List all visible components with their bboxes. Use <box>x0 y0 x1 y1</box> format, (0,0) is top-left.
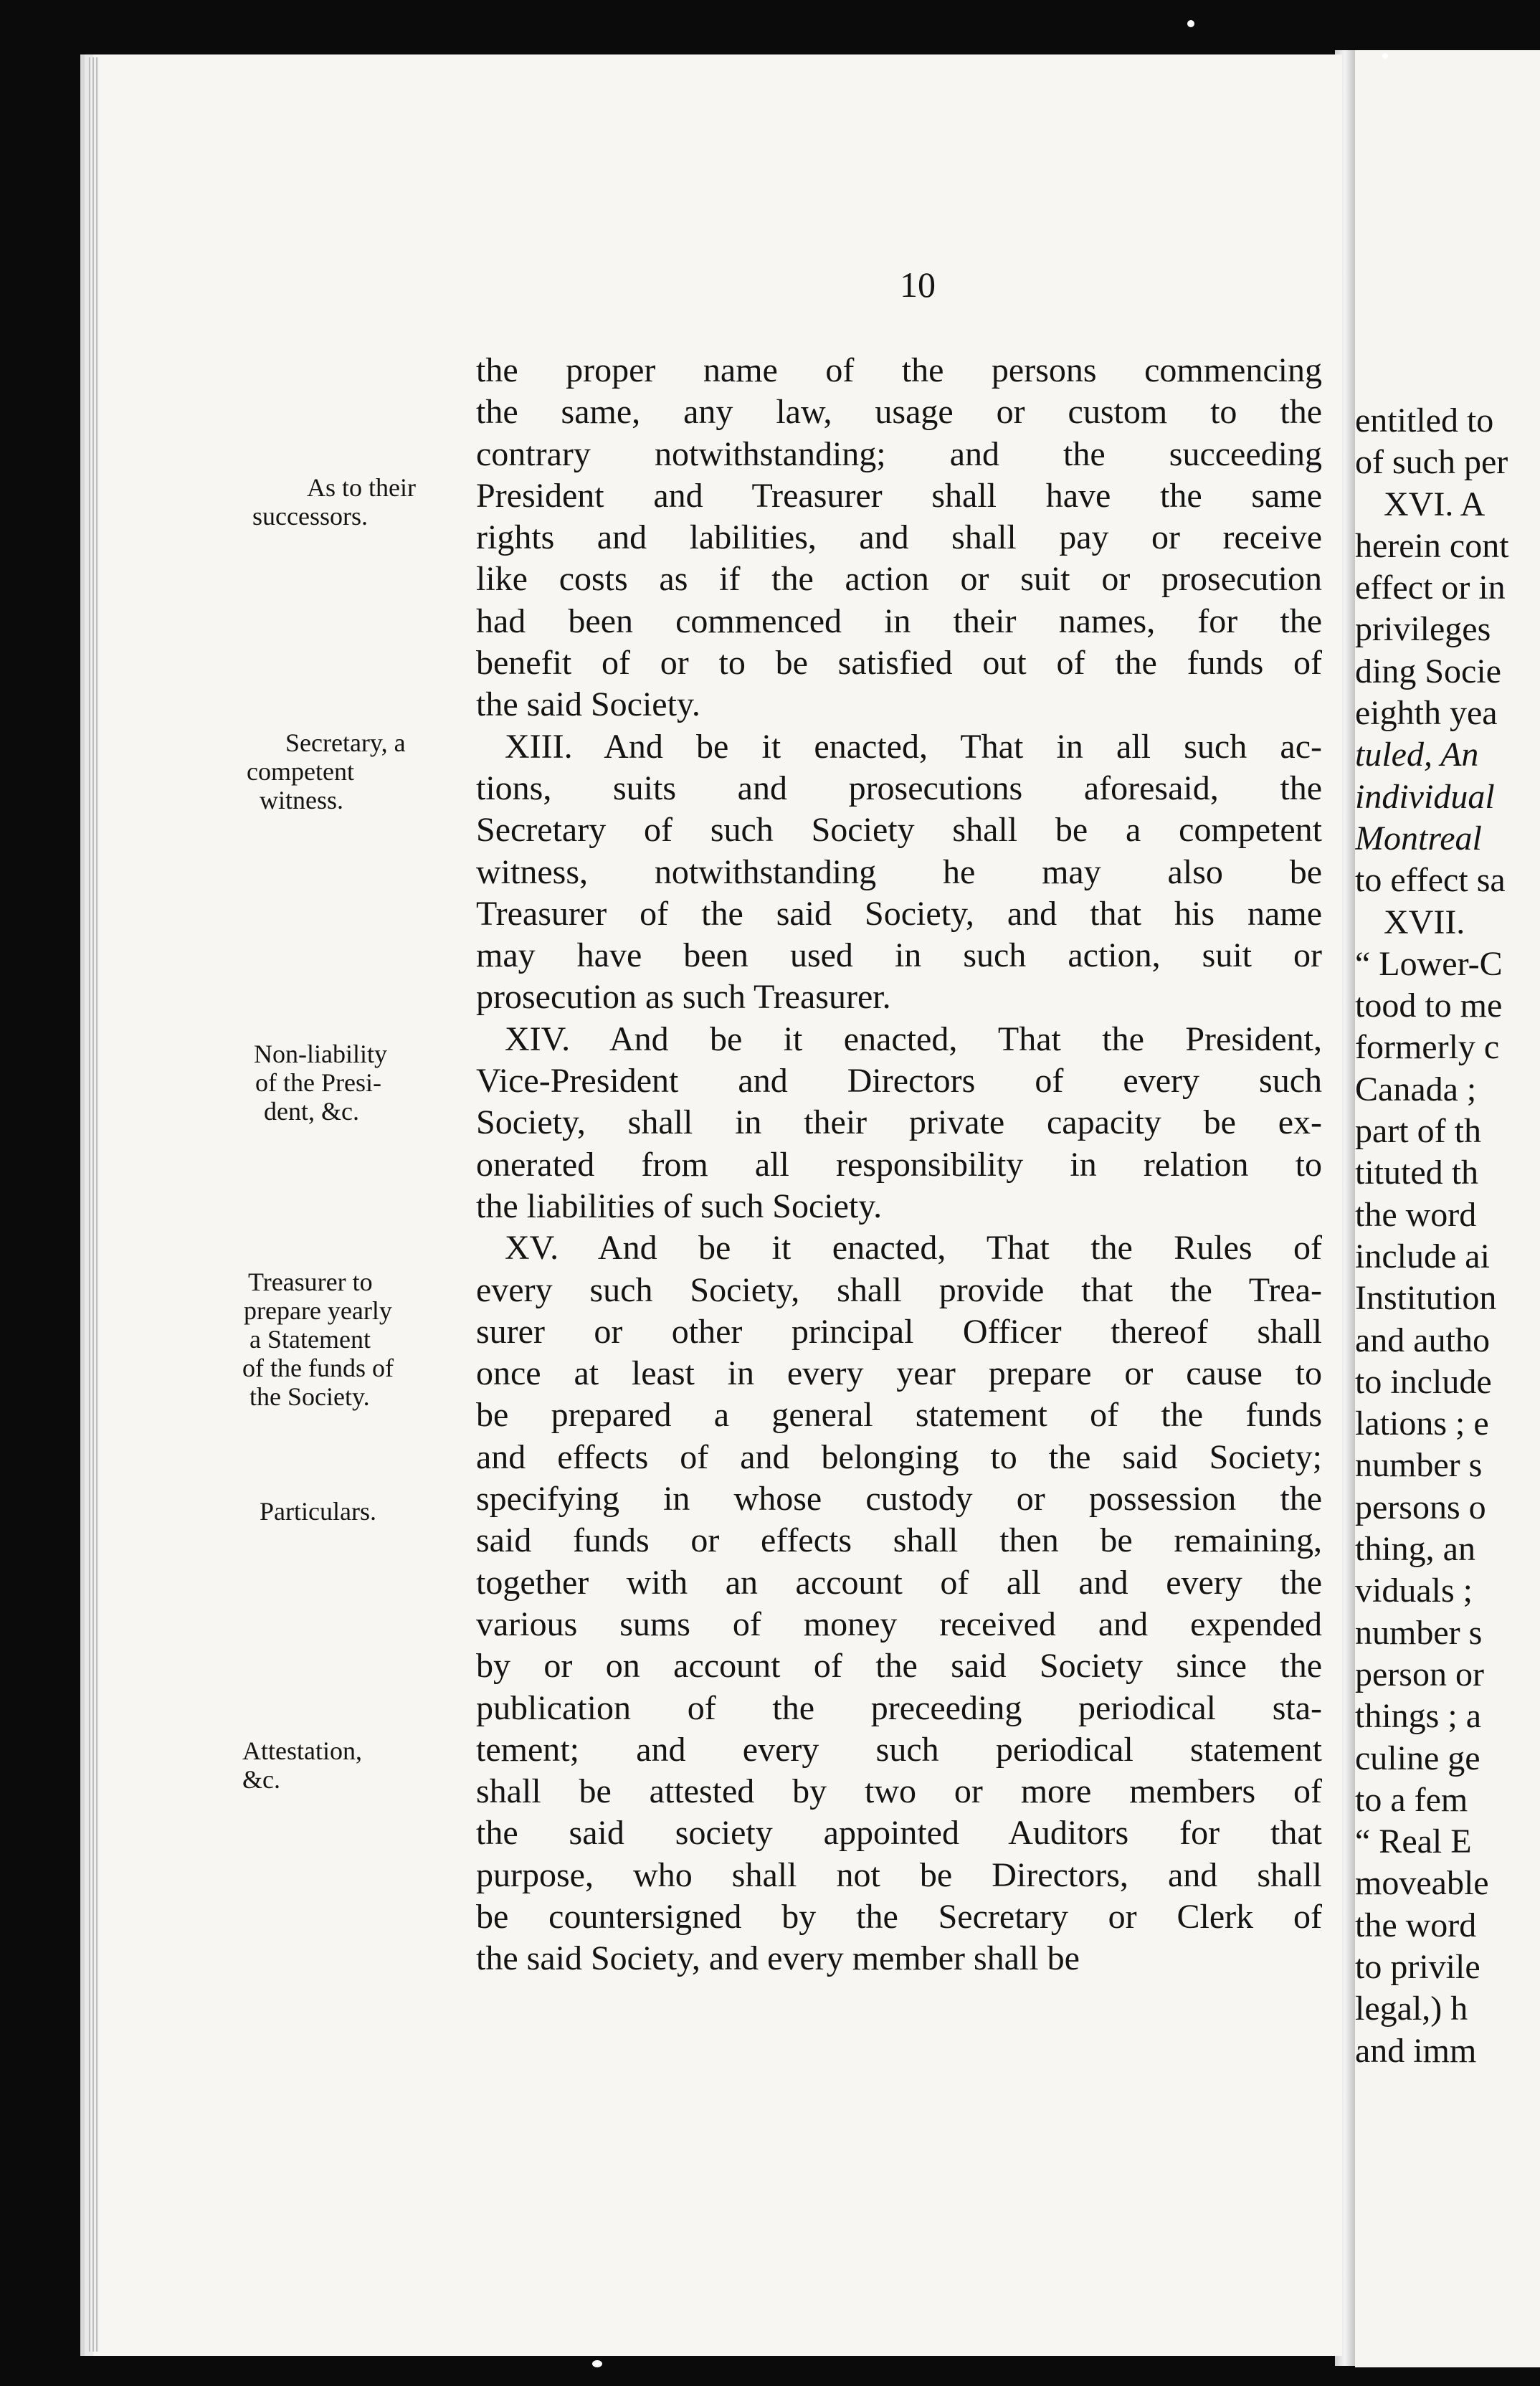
right-page-line: tuled, An <box>1355 736 1479 774</box>
right-page-line: viduals ; <box>1355 1572 1473 1610</box>
text-line: XIV. And be it enacted, That the President, <box>505 1019 1322 1058</box>
text-line: publication of the preceeding periodical sta- <box>476 1688 1322 1727</box>
marginal-note-line: As to their <box>307 473 416 502</box>
right-page-line: formerly c <box>1355 1028 1500 1067</box>
right-page-line: and autho <box>1355 1321 1490 1359</box>
right-page-line: eighth yea <box>1355 694 1498 733</box>
main-text-column <box>476 350 1322 1980</box>
right-page-line: things ; a <box>1355 1697 1481 1736</box>
right-page-line: Canada ; <box>1355 1070 1477 1108</box>
text-line: every such Society, shall provide that the Trea- <box>476 1270 1322 1309</box>
text-line: may have been used in such action, suit or <box>476 936 1322 975</box>
right-page-line: entitled to <box>1355 401 1494 439</box>
text-line: purpose, who shall not be Directors, and shall <box>476 1855 1322 1894</box>
page-number: 10 <box>900 265 936 305</box>
right-page-line: Montreal <box>1355 819 1482 857</box>
right-page-line: effect or in <box>1355 569 1506 607</box>
text-line: had been commenced in their names, for the <box>476 602 1322 640</box>
marginal-note <box>242 1497 472 1526</box>
right-page-line: herein cont <box>1355 526 1509 565</box>
text-line: the proper name of the persons commencing <box>476 351 1322 389</box>
right-page-line: XVII. <box>1384 903 1465 941</box>
right-page-line: persons o <box>1355 1488 1486 1526</box>
right-page-line: thing, an <box>1355 1530 1475 1569</box>
right-page-line: tood to me <box>1355 987 1503 1025</box>
marginal-note-line: successors. <box>252 502 368 531</box>
right-page-line: to a fem <box>1355 1780 1468 1819</box>
marginal-note <box>242 1736 472 1794</box>
right-page-line: number s <box>1355 1613 1483 1652</box>
right-page-text <box>1355 400 1540 2072</box>
right-page-line: lations ; e <box>1355 1404 1489 1443</box>
marginal-note-line: Particulars. <box>260 1497 376 1526</box>
marginal-note-line: of the funds of <box>242 1354 394 1382</box>
right-page-line: individual <box>1355 777 1495 816</box>
right-page-line: Institution <box>1355 1279 1497 1318</box>
right-page-line: to include <box>1355 1362 1492 1401</box>
text-line: contrary notwithstanding; and the succeeding <box>476 434 1322 473</box>
right-page-line: culine ge <box>1355 1739 1480 1777</box>
text-line: prosecution as such Treasurer. <box>476 978 891 1017</box>
marginal-note-line: dent, &c. <box>264 1097 359 1126</box>
marginal-note <box>242 1040 472 1126</box>
marginal-note-line: competent <box>247 757 354 786</box>
right-page-line: the word <box>1355 1195 1477 1234</box>
right-page-line: and imm <box>1355 2031 1477 2070</box>
dust-speck <box>1382 53 1388 59</box>
marginal-note-line: Attestation, <box>242 1736 362 1765</box>
text-line: by or on account of the said Society since the <box>476 1647 1322 1686</box>
marginal-note-line: witness. <box>260 786 343 814</box>
marginal-note-line: Treasurer to <box>248 1268 373 1296</box>
right-page-line: privileges <box>1355 610 1491 649</box>
text-line: the same, any law, usage or custom to the <box>476 393 1322 432</box>
right-page-line: to privile <box>1355 1947 1480 1986</box>
text-line: onerated from all responsibility in relation to <box>476 1145 1322 1184</box>
page-edge <box>89 57 99 2352</box>
text-line: the said society appointed Auditors for that <box>476 1814 1322 1853</box>
right-page-line: “ Real E <box>1355 1822 1472 1861</box>
text-line: tement; and every such periodical statement <box>476 1730 1322 1769</box>
right-page-line: of such per <box>1355 443 1508 482</box>
right-page-line: moveable <box>1355 1864 1489 1903</box>
text-line: Society, shall in their private capacity be ex- <box>476 1103 1322 1142</box>
dust-speck <box>1187 20 1194 27</box>
marginal-note-line: a Statement <box>249 1325 371 1354</box>
text-line: the liabilities of such Society. <box>476 1187 883 1225</box>
text-line: the said Society. <box>476 685 700 724</box>
right-page-line: “ Lower-C <box>1355 944 1503 983</box>
right-page-line: to effect sa <box>1355 861 1506 900</box>
marginal-note-line: Secretary, a <box>285 728 406 757</box>
right-page-line: person or <box>1355 1655 1484 1693</box>
text-line: witness, notwithstanding he may also be <box>476 852 1322 891</box>
text-line: XIII. And be it enacted, That in all such ac- <box>505 727 1322 766</box>
text-line: once at least in every year prepare or cause to <box>476 1354 1322 1393</box>
marginal-note <box>242 728 472 814</box>
text-line: tions, suits and prosecutions aforesaid, the <box>476 769 1322 807</box>
text-line: be prepared a general statement of the funds <box>476 1396 1322 1435</box>
text-line: and effects of and belonging to the said Society; <box>476 1437 1322 1476</box>
marginal-note-line: prepare yearly <box>244 1296 392 1325</box>
text-line: XV. And be it enacted, That the Rules of <box>505 1229 1322 1268</box>
marginal-note-line: the Society. <box>249 1382 370 1411</box>
text-line: specifying in whose custody or possession the <box>476 1480 1322 1518</box>
text-line: the said Society, and every member shall be <box>476 1939 1080 1978</box>
right-page-line: legal,) h <box>1355 1990 1468 2028</box>
text-line: like costs as if the action or suit or prosecution <box>476 560 1322 599</box>
text-line: shall be attested by two or more members of <box>476 1772 1322 1811</box>
text-line: various sums of money received and expended <box>476 1605 1322 1643</box>
text-line: benefit of or to be satisfied out of the funds of <box>476 644 1322 683</box>
marginal-note-line: of the Presi- <box>255 1068 381 1097</box>
right-page-line: XVI. A <box>1384 485 1486 523</box>
text-line: President and Treasurer shall have the same <box>476 476 1322 515</box>
marginal-note-line: Non-liability <box>254 1040 387 1068</box>
right-page-line: include ai <box>1355 1237 1490 1275</box>
text-line: Secretary of such Society shall be a competent <box>476 811 1322 850</box>
right-page-line: ding Socie <box>1355 652 1501 690</box>
text-line: Vice-President and Directors of every such <box>476 1062 1322 1101</box>
text-line: rights and labilities, and shall pay or receive <box>476 518 1322 557</box>
right-page-line: part of th <box>1355 1112 1481 1151</box>
right-page-line: the word <box>1355 1906 1477 1944</box>
text-line: surer or other principal Officer thereof shall <box>476 1312 1322 1351</box>
right-page-line: tituted th <box>1355 1154 1478 1192</box>
marginal-note <box>242 473 472 531</box>
text-line: Treasurer of the said Society, and that his name <box>476 894 1322 933</box>
marginal-note-line: &c. <box>242 1765 280 1794</box>
right-page-line: number s <box>1355 1446 1483 1485</box>
text-line: be countersigned by the Secretary or Clerk of <box>476 1897 1322 1936</box>
text-line: together with an account of all and every the <box>476 1563 1322 1602</box>
dust-speck <box>592 2360 602 2367</box>
right-page <box>1355 50 1540 2367</box>
text-line: said funds or effects shall then be remaining, <box>476 1521 1322 1560</box>
marginal-note <box>242 1268 472 1411</box>
